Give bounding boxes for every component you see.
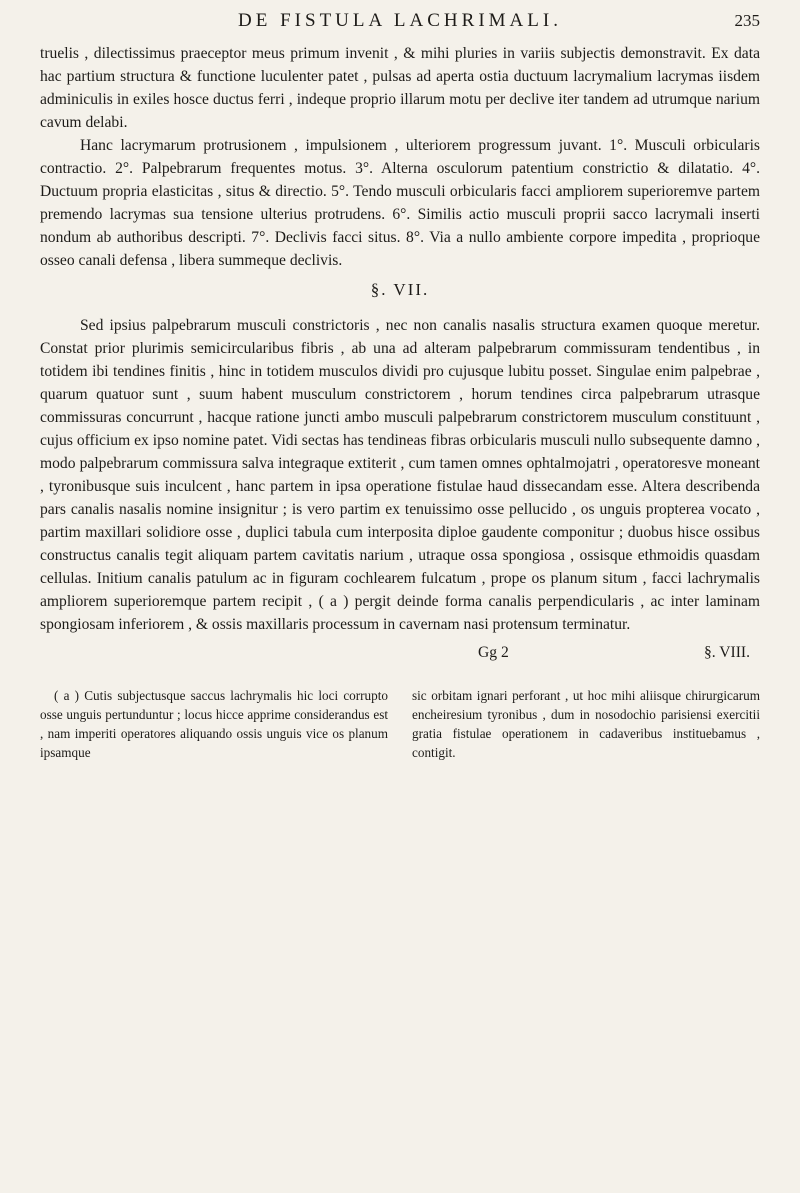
catchword: §. VIII. [703,644,750,661]
running-head-title: DE FISTULA LACHRIMALI. [238,10,562,31]
footnote-left-column: ( a ) Cutis subjectusque saccus lachrymalis hic loci corrupto osse unguis pertunduntur ; locus hicce apprime considerandus est , nam imperiti operatores aliquando ossis unguis vice os planum ipsamque [40,688,388,760]
signature-line [40,640,760,666]
paragraph-continuation: truelis , dilectissimus praeceptor meus primum invenit , & mihi pluries in variis subjectis demonstravit. Ex data hac partium structura & functione luculenter patet , pulsas ad aperta ostia ductuum lacrymalium lacrymas iisdem adminiculis in exiles hosce ductus ferri , indeque proprio illarum motu per declive iter tandem ad utrumque narium cavum delabi. [40,45,760,131]
page-number: 235 [734,11,760,30]
signature-mark: Gg 2 [478,644,509,661]
footnotes [40,686,760,762]
section-paragraph: Sed ipsius palpebrarum musculi constrictoris , nec non canalis nasalis structura examen quoque meretur. Constat prior plurimis semicircularibus fibris , ab una ad alteram palpebrarum commissuram tendentibus , in totidem ibi tendines finitis , hinc in totidem musculos dividi pro cujusque lubitu posset. Singulae enim palpebrae , quarum quatuor sunt , suum habent musculum constrictorem , horum tendines circa palpebrarum utrasque commissuras concurrunt , hacque ratione juncti ambo musculi palpebrarum constrictorem musculum constituunt , cujus officium ex ipso nomine patet. Vidi sectas has tendineas fibras orbicularis musculi nullo subsequente damno , modo palpebrarum commissura salva integraque extiterit , cum tamen omnes ophtalmojatri , operatoresve moneant , tyronibusque suis inculcent , hanc partem in ipsa operatione fistulae haud dissecandam esse. Altera describenda pars canalis nasalis nomine insignitur ; is vero partim ex tenuissimo osse pellucido , os unguis propterea vocato , partim maxillari solidiore osse , duplici tabula cum interposita diploe gaudente componitur ; duobus hisce ossibus constructus canalis tegit aliquam partem cavitatis narium , utraque ossa spongiosa , ossisque ethmoidis quasdam cellulas. Initium canalis patulum ac in figuram cochlearem fulcatum , prope os planum situm , facci lachrymalis ampliorem superioremque partem recipit , ( a ) pergit deinde forma canalis perpendicularis , ac inter laminam spongiosam inferiorem , & ossis maxillaris processum in cavernam nasi protensum terminatur. [40,317,760,633]
running-head [40,6,760,36]
main-text [40,42,760,636]
footnote-right-column: sic orbitam ignari perforant , ut hoc mihi aliisque chirurgicarum encheiresium tyronibus , dum in nosodochio parisiensi exercitii gratia fistulae operationem in cadaveribus instituebamus , contigit. [412,688,760,760]
paragraph-list-of-causes: Hanc lacrymarum protrusionem , impulsionem , ulteriorem progressum juvant. 1°. Musculi orbicularis contractio. 2°. Palpebrarum frequentes motus. 3°. Alterna osculorum patentium constrictio & dilatatio. 4°. Ductuum propria elasticitas , situs & directio. 5°. Tendo musculi orbicularis facci ampliorem superioremve partem premendo lacrymas sua tensione ulterius protrudens. 6°. Similis actio musculi proprii sacco lacrymali inserti nondum ab authoribus descripti. 7°. Declivis facci situs. 8°. Via a nullo ambiente corpore impedita , proprioque osseo canali defensa , libera summeque declivis. [40,137,760,269]
section-heading: §. VII. [370,280,430,299]
